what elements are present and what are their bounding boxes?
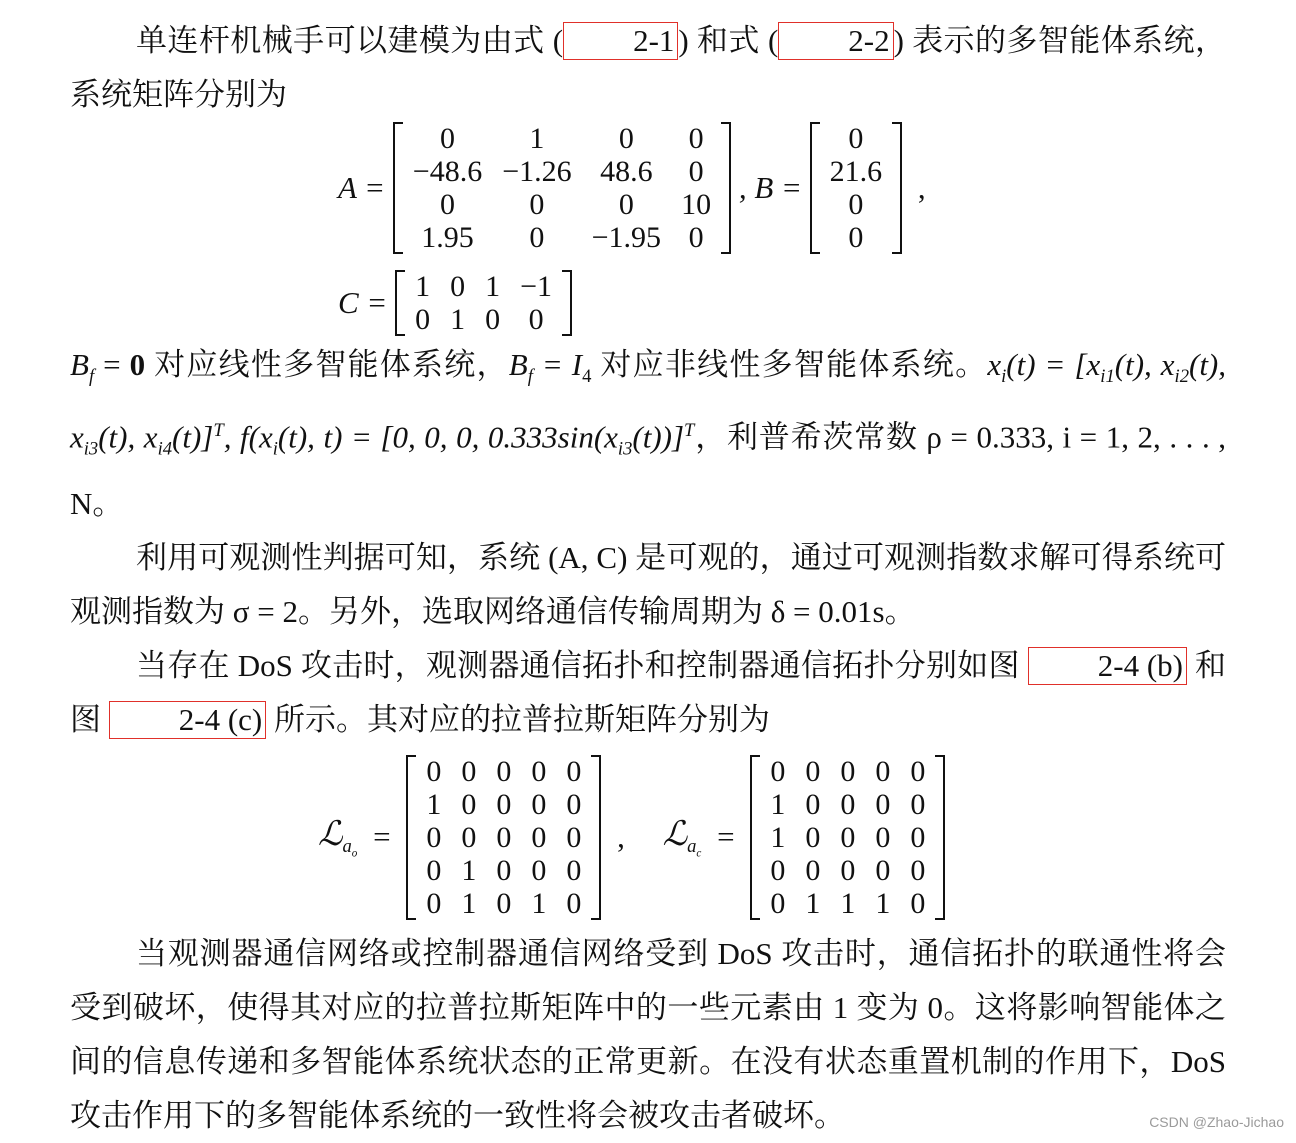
- matrix-L-ao-table: [416, 755, 591, 920]
- matrix-L-ao-row: [416, 788, 591, 821]
- bf-symbol-2: B: [508, 347, 528, 382]
- matrix-L-ao-cell: 0: [461, 820, 477, 854]
- matrix-B-comma: ,: [917, 170, 926, 205]
- dos-text-1: 当存在 DoS 攻击时，观测器通信拓扑和控制器通信拓扑分别如图: [136, 647, 1028, 683]
- bf-subscript-2: f: [527, 366, 533, 388]
- matrix-A-cell: 0: [688, 122, 704, 155]
- laplacian-o-subsub: o: [351, 848, 358, 861]
- matrix-L-ac-cell: 0: [910, 820, 926, 854]
- matrix-L-ac-row: [760, 788, 935, 821]
- matrix-B-row: [820, 122, 893, 155]
- matrix-L-ac-cell: 0: [840, 754, 856, 788]
- matrix-L-ao-cell: 0: [496, 787, 512, 821]
- matrix-B-row: [820, 188, 893, 221]
- matrix-L-ac-table: [760, 755, 935, 920]
- matrix-L-ac-cell: 0: [840, 787, 856, 821]
- matrix-L-ao-row: [416, 821, 591, 854]
- matrix-A-cell: 0: [440, 122, 455, 155]
- xi-symbol: x: [987, 347, 1002, 382]
- matrix-C-row: [405, 303, 562, 336]
- equation-ref-2-2[interactable]: 2-2: [778, 22, 893, 60]
- sub-i4: i4: [157, 438, 173, 460]
- f-function-start: , f(x: [223, 419, 273, 455]
- sub-i1: i1: [1100, 366, 1115, 388]
- laplacian-comma: ,: [617, 819, 625, 855]
- matrix-B-row: [820, 221, 893, 254]
- matrix-L-ao-cell: 0: [566, 820, 582, 854]
- matrix-L-ao-cell: 0: [426, 754, 442, 788]
- matrix-A-cell: −48.6: [412, 155, 483, 188]
- state-vector-2: (t), x: [70, 347, 1227, 455]
- intro-text-3: ) 表示的多智能体系统，系统矩阵分别为: [70, 23, 1226, 112]
- laplacian-o-symbol: ℒ: [318, 814, 343, 855]
- matrix-L-ao-cell: 0: [461, 787, 477, 821]
- matrix-A-cell: 0: [529, 221, 545, 254]
- matrix-B-cell: 0: [848, 221, 864, 254]
- matrix-A-cell: 0: [688, 221, 704, 254]
- matrix-L-ac-row: [760, 755, 935, 788]
- transpose-1: T: [213, 420, 224, 442]
- matrix-C-cell: 0: [528, 303, 544, 336]
- paragraph-dos-impact: 当观测器通信网络或控制器通信网络受到 DoS 攻击时，通信拓扑的联通性将会受到破坏，使得其对应的拉普拉斯矩阵中的一些元素由 1 变为 0。这将影响智能体之间的信息传递和多智能体系统状态的正常更新。在没有状态重置机制的作用下，DoS 攻击作用下的多智能体系统的一致性将会被攻击者破坏。: [70, 935, 1226, 1133]
- state-vector-4: (t)]: [172, 419, 214, 455]
- matrix-C-cell: 0: [450, 270, 466, 303]
- matrix-A-cell: −1.26: [502, 155, 572, 188]
- matrix-L-ao-cell: 0: [496, 754, 512, 788]
- matrix-L-ao: [406, 755, 601, 920]
- matrix-L-ao-row: [416, 755, 591, 788]
- matrix-A-cell: 0: [529, 188, 545, 221]
- matrix-A-cell: 1.95: [421, 221, 474, 254]
- nonlinear-text: 对应非线性多智能体系统。: [591, 347, 988, 382]
- intro-text-1: 单连杆机械手可以建模为由式 (: [136, 23, 564, 58]
- dos-text-2: 和图: [70, 647, 1226, 737]
- matrix-L-ac-cell: 1: [770, 820, 786, 854]
- matrix-C-cell: 1: [415, 270, 431, 303]
- sub-i2: i2: [1174, 366, 1189, 388]
- matrix-A-cell: 48.6: [600, 155, 653, 188]
- matrix-B: [810, 122, 903, 254]
- matrix-L-ao-cell: 0: [566, 754, 582, 788]
- laplacian-c-sub: a: [687, 836, 697, 858]
- matrix-L-ao-cell: 1: [461, 886, 477, 920]
- matrix-B-label: , B =: [738, 170, 802, 205]
- linear-text: 对应线性多智能体系统，: [145, 347, 509, 382]
- matrix-L-ao-cell: 1: [531, 886, 547, 920]
- sub-i3: i3: [83, 438, 99, 460]
- laplacian-c-label: [663, 814, 702, 860]
- matrix-L-ao-cell: 0: [496, 886, 512, 920]
- identity-subscript: 4: [582, 366, 592, 388]
- state-vector-start: (t) = [x: [1006, 347, 1101, 382]
- matrix-L-ao-cell: 0: [461, 754, 477, 788]
- matrix-L-ac-cell: 0: [910, 787, 926, 821]
- matrix-L-ac-row: [760, 854, 935, 887]
- matrix-C-row: [405, 270, 562, 303]
- matrix-L-ac-cell: 0: [805, 754, 821, 788]
- matrix-L-ac-row: [760, 821, 935, 854]
- laplacian-c-subsub: c: [696, 848, 702, 861]
- identity-symbol: = I: [532, 347, 583, 382]
- matrix-A-cell: 1: [529, 122, 545, 155]
- matrix-A-cell: 10: [681, 188, 712, 221]
- bf-subscript: f: [88, 366, 95, 388]
- matrix-L-ao-cell: 0: [531, 820, 547, 854]
- matrix-L-ac-cell: 0: [805, 853, 821, 887]
- matrix-A-table: [403, 122, 721, 254]
- paragraph-observability: 利用可观测性判据可知，系统 (A, C) 是可观的，通过可观测指数求解可得系统可观测指数为 σ = 2。另外，选取网络通信传输周期为 δ = 0.01s。: [70, 539, 1226, 629]
- intro-text-2: ) 和式 (: [678, 23, 779, 58]
- matrix-L-ao-cell: 0: [531, 853, 547, 887]
- matrix-B-cell: 0: [848, 122, 864, 155]
- transpose-2: T: [684, 420, 695, 442]
- matrix-C-equation: [338, 270, 572, 336]
- matrix-L-ac-cell: 1: [805, 886, 821, 920]
- matrix-L-ao-cell: 0: [496, 820, 512, 854]
- equation-ref-2-1[interactable]: 2-1: [563, 22, 678, 60]
- paragraph-intro: [70, 14, 1226, 122]
- matrix-L-ao-cell: 0: [531, 754, 547, 788]
- paper-page: [70, 14, 1226, 1143]
- zero-bold: 0: [129, 347, 146, 382]
- f-function-end: (t))]: [632, 419, 685, 455]
- lipschitz-text: ，利普希茨常数 ρ = 0.333, i = 1, 2, . . . , N。: [70, 419, 1226, 521]
- matrix-A-cell: 0: [618, 188, 634, 221]
- matrix-C-cell: 1: [450, 303, 466, 336]
- laplacian-c-equals: =: [717, 819, 735, 855]
- matrix-A-cell: 0: [688, 155, 704, 188]
- matrix-L-ac-cell: 1: [875, 886, 891, 920]
- matrix-L-ao-cell: 0: [566, 787, 582, 821]
- matrix-A-cell: 0: [618, 122, 634, 155]
- laplacian-o-equals: =: [373, 819, 391, 855]
- bf-symbol: B: [70, 347, 89, 382]
- matrix-L-ao-cell: 0: [426, 820, 442, 854]
- matrix-L-ao-cell: 0: [566, 853, 582, 887]
- laplacian-o-sub: a: [342, 836, 352, 858]
- figure-ref-2-4c[interactable]: 2-4 (c): [109, 701, 266, 739]
- matrix-L-ac-cell: 0: [910, 754, 926, 788]
- matrix-L-ao-cell: 0: [426, 886, 442, 920]
- matrix-L-ac-cell: 0: [840, 820, 856, 854]
- matrix-L-ao-cell: 1: [461, 853, 477, 887]
- matrix-B-cell: 21.6: [829, 155, 883, 188]
- matrix-B-table: [820, 122, 893, 254]
- matrix-L-ac-cell: 0: [910, 886, 926, 920]
- matrix-A-label: A =: [338, 170, 386, 205]
- matrix-C-table: [405, 270, 562, 336]
- matrix-B-row: [820, 155, 893, 188]
- matrix-L-ac-cell: 0: [770, 754, 786, 788]
- matrix-C-cell: 0: [485, 303, 501, 336]
- matrix-A-cell: 0: [440, 188, 455, 221]
- matrix-L-ac-cell: 0: [910, 853, 926, 887]
- eq-sign: =: [94, 347, 130, 382]
- csdn-watermark: CSDN @Zhao-Jichao: [1149, 1114, 1284, 1130]
- matrix-A-row: [403, 155, 721, 188]
- matrix-A: [393, 122, 731, 254]
- matrix-A-row: [403, 221, 721, 254]
- matrix-L-ac-cell: 0: [875, 820, 891, 854]
- matrix-L-ao-cell: 0: [531, 787, 547, 821]
- matrix-L-ao-row: [416, 887, 591, 920]
- matrix-L-ac-row: [760, 887, 935, 920]
- matrix-L-ac-cell: 0: [805, 787, 821, 821]
- matrix-A-cell: −1.95: [591, 221, 662, 254]
- state-vector-1: (t), x: [1114, 347, 1175, 382]
- matrix-L-ac: [750, 755, 945, 920]
- matrix-L-ao-cell: 0: [566, 886, 582, 920]
- f-xi-subscript: i: [272, 438, 278, 460]
- matrix-B-cell: 0: [848, 188, 864, 221]
- matrix-L-ao-row: [416, 854, 591, 887]
- matrix-A-row: [403, 188, 721, 221]
- xi-subscript: i: [1001, 366, 1007, 388]
- dos-text-3: 所示。其对应的拉普拉斯矩阵分别为: [266, 701, 770, 737]
- matrix-C: [395, 270, 572, 336]
- laplacian-c-symbol: ℒ: [662, 814, 688, 855]
- matrix-C-cell: −1: [520, 270, 553, 303]
- matrix-L-ac-cell: 0: [875, 754, 891, 788]
- matrix-A-B-equation: [338, 122, 934, 254]
- matrix-L-ac-cell: 0: [840, 853, 856, 887]
- f-function-body: (t), t) = [0, 0, 0, 0.333sin(x: [277, 419, 618, 455]
- matrix-L-ac-cell: 0: [805, 820, 821, 854]
- matrix-L-ac-cell: 0: [875, 853, 891, 887]
- matrix-L-ac-cell: 0: [875, 787, 891, 821]
- paragraph-dos-topology: [70, 639, 1226, 747]
- paragraph-nonlinear-definition: [70, 338, 1226, 531]
- matrix-L-ao-cell: 0: [496, 853, 512, 887]
- figure-ref-2-4b[interactable]: 2-4 (b): [1028, 647, 1187, 685]
- matrix-L-ac-cell: 1: [770, 787, 786, 821]
- sin-sub-i3: i3: [617, 438, 633, 460]
- laplacian-equation: [318, 755, 945, 920]
- laplacian-o-label: [318, 814, 357, 860]
- matrix-C-label: C =: [338, 285, 388, 320]
- matrix-L-ac-cell: 0: [770, 853, 786, 887]
- matrix-C-cell: 1: [485, 270, 501, 303]
- matrix-A-row: [403, 122, 721, 155]
- state-vector-3: (t), x: [98, 419, 158, 455]
- matrix-L-ac-cell: 1: [840, 886, 856, 920]
- matrix-L-ao-cell: 0: [426, 853, 442, 887]
- matrix-L-ao-cell: 1: [426, 787, 442, 821]
- matrix-L-ac-cell: 0: [770, 886, 786, 920]
- matrix-C-cell: 0: [415, 303, 431, 336]
